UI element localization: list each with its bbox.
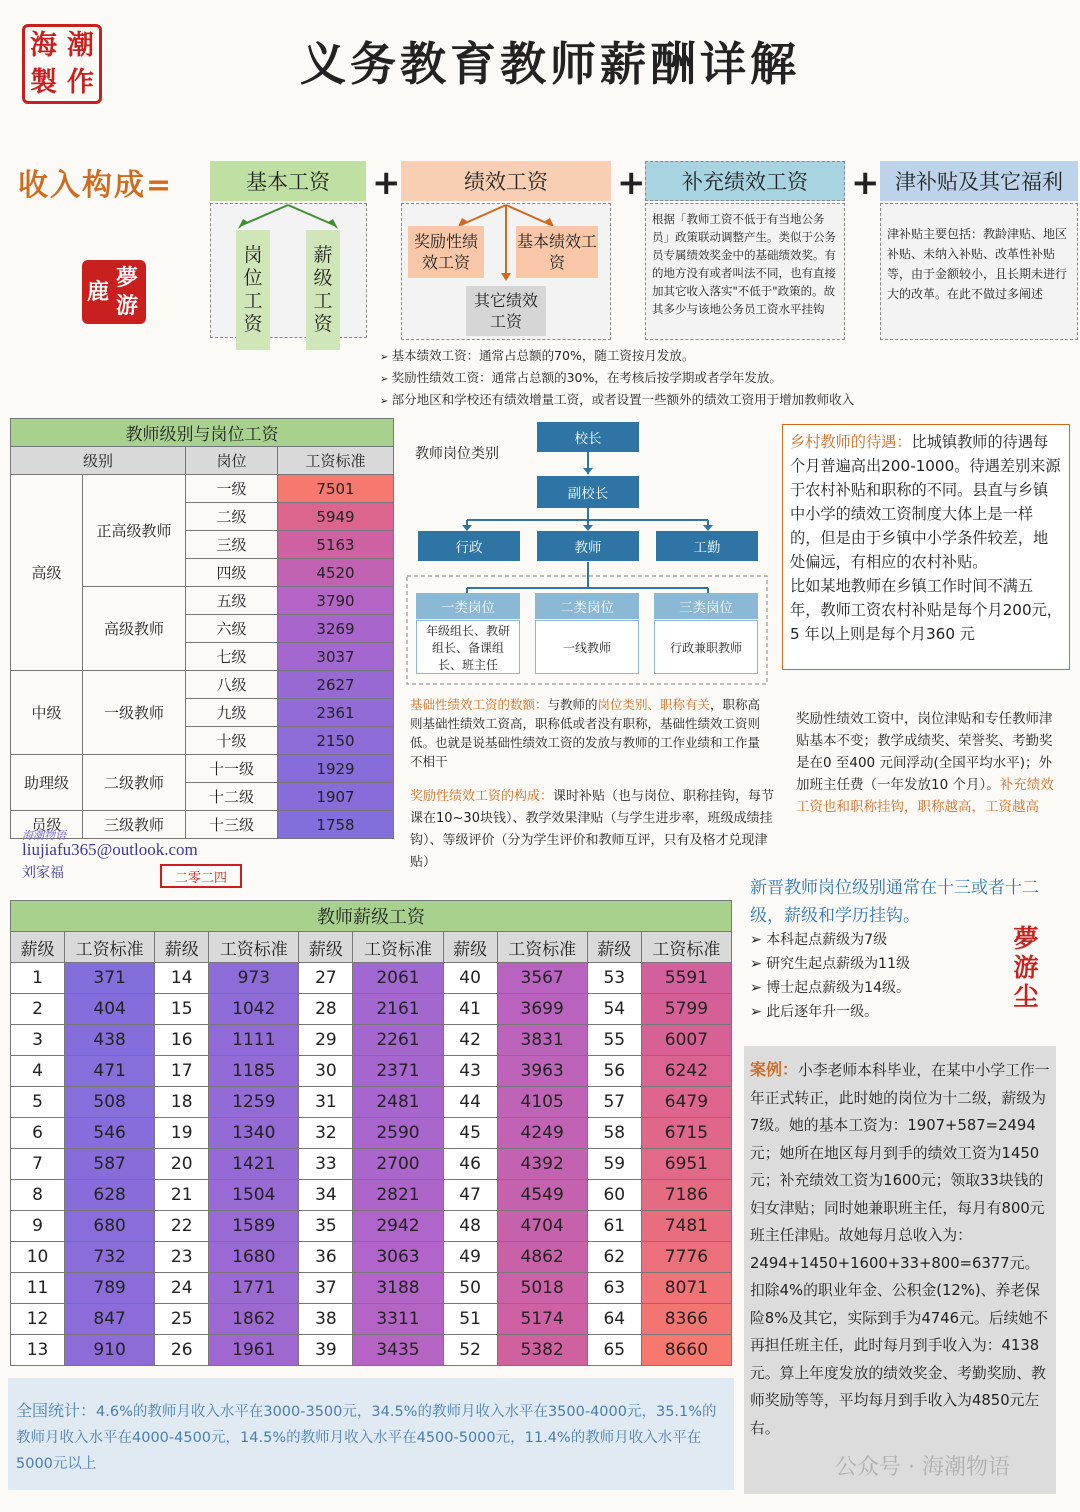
seal-char: 夢 <box>116 265 139 291</box>
table-row <box>11 1149 732 1180</box>
salary-cell: 4549 <box>497 1180 587 1211</box>
table-caption: 教师级别与岗位工资 <box>11 419 394 447</box>
grade-cell: 50 <box>443 1273 497 1304</box>
salary-cell: 6242 <box>641 1056 731 1087</box>
grade-cell: 49 <box>443 1242 497 1273</box>
salary-cell: 2361 <box>278 699 394 727</box>
page-title: 义务教育教师薪酬详解 <box>300 37 800 91</box>
salary-cell: 1929 <box>278 755 394 783</box>
grade-cell: 6 <box>11 1118 65 1149</box>
grade-cell: 4 <box>11 1056 65 1087</box>
plus-sign: + <box>851 163 880 203</box>
grade-cell: 1 <box>11 963 65 994</box>
title-cell: 二级教师 <box>83 755 186 811</box>
grade-cell: 65 <box>587 1335 641 1366</box>
grade-cell: 29 <box>299 1025 353 1056</box>
salary-cell: 3963 <box>497 1056 587 1087</box>
salary-cell: 3831 <box>497 1025 587 1056</box>
salary-cell: 1340 <box>209 1118 299 1149</box>
grade-cell: 31 <box>299 1087 353 1118</box>
salary-cell: 8660 <box>641 1335 731 1366</box>
new-teacher-item: ➢ 本科起点薪级为7级 <box>750 932 888 948</box>
grade-cell: 3 <box>11 1025 65 1056</box>
salary-cell: 8071 <box>641 1273 731 1304</box>
salary-cell: 1961 <box>209 1335 299 1366</box>
salary-cell: 3037 <box>278 643 394 671</box>
basic-perf-text1: 与教师的 <box>547 697 598 712</box>
table-caption: 教师薪级工资 <box>11 901 732 932</box>
post-cell: 八级 <box>186 671 278 699</box>
seal-char: 夢 <box>1013 924 1039 953</box>
reward-note-text: 奖励性绩效工资中，岗位津贴和专任教师津贴基本不变；教学成绩奖、荣誉奖、考勤奖是在0 至400 元间浮动(全国平均水平)；外加班主任费（一年发放10 个月）。 <box>796 711 1053 793</box>
grade-cell: 64 <box>587 1304 641 1335</box>
salary-cell: 3188 <box>353 1273 443 1304</box>
salary-cell: 1042 <box>209 994 299 1025</box>
header-grade: 薪级 <box>443 932 497 963</box>
grade-cell: 57 <box>587 1087 641 1118</box>
grade-cell: 12 <box>11 1304 65 1335</box>
salary-cell: 973 <box>209 963 299 994</box>
table-row <box>11 1304 732 1335</box>
post-cell: 二级 <box>186 503 278 531</box>
header-grade: 薪级 <box>155 932 209 963</box>
bullet-item: ➢ 部分地区和学校还有绩效增量工资，或者设置一些额外的绩效工资用于增加教师收入 <box>380 390 854 412</box>
grade-cell: 33 <box>299 1149 353 1180</box>
salary-cell: 1111 <box>209 1025 299 1056</box>
author-handle: 海潮物语 <box>22 829 66 842</box>
post-salary-pill: 岗位工资 <box>236 230 270 350</box>
item-text: 本科起点薪级为7级 <box>766 932 888 948</box>
seal-char: 游 <box>1013 953 1039 982</box>
salary-cell: 789 <box>65 1273 155 1304</box>
reward-perf-heading: 奖励性绩效工资的构成： <box>410 789 554 804</box>
salary-cell: 2261 <box>353 1025 443 1056</box>
level-cell: 员级 <box>11 811 83 839</box>
grade-cell: 7 <box>11 1149 65 1180</box>
grade-cell: 40 <box>443 963 497 994</box>
national-text: 4.6%的教师月收入水平在3000-3500元，34.5%的教师月收入水平在3500-4000元，35.1%的教师月收入水平在4000-4500元，14.5%的教师月收入水平在4500-5000元，11.4%的教师月收入水平在5000元以上 <box>16 1404 717 1472</box>
header-standard: 工资标准 <box>353 932 443 963</box>
salary-cell: 3435 <box>353 1335 443 1366</box>
salary-cell: 5174 <box>497 1304 587 1335</box>
component-allowance: 津补贴及其它福利 <box>880 161 1078 201</box>
grade-cell: 39 <box>299 1335 353 1366</box>
post-cell: 四级 <box>186 559 278 587</box>
salary-cell: 5382 <box>497 1335 587 1366</box>
grade-cell: 28 <box>299 994 353 1025</box>
salary-cell: 7501 <box>278 475 394 503</box>
grade-cell: 53 <box>587 963 641 994</box>
plus-sign: + <box>372 163 401 203</box>
salary-cell: 4704 <box>497 1211 587 1242</box>
level-cell: 高级 <box>11 475 83 671</box>
grade-cell: 25 <box>155 1304 209 1335</box>
salary-cell: 2481 <box>353 1087 443 1118</box>
salary-cell: 1862 <box>209 1304 299 1335</box>
org-branch-admin: 行政 <box>418 531 520 561</box>
salary-cell: 1758 <box>278 811 394 839</box>
grade-cell: 21 <box>155 1180 209 1211</box>
salary-cell: 508 <box>65 1087 155 1118</box>
grade-cell: 48 <box>443 1211 497 1242</box>
grade-cell: 42 <box>443 1025 497 1056</box>
grade-cell: 23 <box>155 1242 209 1273</box>
grade-cell: 30 <box>299 1056 353 1087</box>
grade-cell: 34 <box>299 1180 353 1211</box>
org-principal: 校长 <box>537 422 639 452</box>
grade-cell: 9 <box>11 1211 65 1242</box>
header-standard: 工资标准 <box>641 932 731 963</box>
salary-cell: 2061 <box>353 963 443 994</box>
salary-cell: 5163 <box>278 531 394 559</box>
header-level: 级别 <box>11 447 186 475</box>
grade-cell: 55 <box>587 1025 641 1056</box>
category-2: 二类岗位 <box>535 593 639 619</box>
header-standard: 工资标准 <box>278 447 394 475</box>
grade-cell: 32 <box>299 1118 353 1149</box>
grade-cell: 11 <box>11 1273 65 1304</box>
title-cell: 正高级教师 <box>83 475 186 587</box>
bullet-item: ➢ 奖励性绩效工资：通常占总额的30%，在考核后按学期或者学年发放。 <box>380 368 854 390</box>
table-row <box>11 1056 732 1087</box>
table-row <box>11 1180 732 1211</box>
grade-cell: 13 <box>11 1335 65 1366</box>
header-grade: 薪级 <box>299 932 353 963</box>
salary-cell: 3567 <box>497 963 587 994</box>
seal-char: 潮 <box>67 29 94 61</box>
level-cell: 中级 <box>11 671 83 755</box>
rural-heading: 乡村教师的待遇： <box>790 433 912 451</box>
salary-cell: 3063 <box>353 1242 443 1273</box>
salary-cell: 4862 <box>497 1242 587 1273</box>
grade-cell: 44 <box>443 1087 497 1118</box>
grade-cell: 63 <box>587 1273 641 1304</box>
seal-middle <box>82 260 146 324</box>
post-cell: 五级 <box>186 587 278 615</box>
header-standard: 工资标准 <box>65 932 155 963</box>
salary-cell: 7186 <box>641 1180 731 1211</box>
grade-cell: 51 <box>443 1304 497 1335</box>
salary-cell: 2700 <box>353 1149 443 1180</box>
title-cell: 一级教师 <box>83 671 186 755</box>
grade-cell: 47 <box>443 1180 497 1211</box>
salary-cell: 2590 <box>353 1118 443 1149</box>
salary-cell: 628 <box>65 1180 155 1211</box>
grade-cell: 38 <box>299 1304 353 1335</box>
seal-char: 游 <box>116 293 139 319</box>
salary-cell: 2161 <box>353 994 443 1025</box>
org-branch-teacher: 教师 <box>537 531 639 561</box>
grade-cell: 46 <box>443 1149 497 1180</box>
basic-performance-box: 基本绩效工资 <box>516 226 598 278</box>
table-row <box>11 1087 732 1118</box>
post-cell: 十二级 <box>186 783 278 811</box>
bullet-item: ➢ 基本绩效工资：通常占总额的70%，随工资按月发放。 <box>380 346 854 368</box>
grade-cell: 36 <box>299 1242 353 1273</box>
seal-char: 製 <box>30 66 57 98</box>
grade-cell: 20 <box>155 1149 209 1180</box>
new-teacher-list <box>750 928 910 1024</box>
category-3-desc: 行政兼职教师 <box>654 620 758 674</box>
basic-performance-text <box>410 695 765 771</box>
salary-cell: 2821 <box>353 1180 443 1211</box>
salary-cell: 5591 <box>641 963 731 994</box>
salary-cell: 546 <box>65 1118 155 1149</box>
salary-cell: 732 <box>65 1242 155 1273</box>
salary-cell: 3699 <box>497 994 587 1025</box>
new-teacher-heading: 新晋教师岗位级别通常在十三或者十二级，薪级和学历挂钩。 <box>750 878 1039 926</box>
post-cell: 十一级 <box>186 755 278 783</box>
header-grade: 薪级 <box>587 932 641 963</box>
table-row <box>11 1118 732 1149</box>
national-heading: 全国统计： <box>16 1401 97 1420</box>
org-label: 教师岗位类别 <box>415 446 499 462</box>
salary-cell: 4392 <box>497 1149 587 1180</box>
grade-cell: 62 <box>587 1242 641 1273</box>
reward-perf-body: 课时补贴（也与岗位、职称挂钩，每节课在10~30块钱）、教学效果津贴（与学生进步率，班级成绩挂钩）、等级评价（分为学生评价和教师互评，只有及格才兑现津贴） <box>410 789 775 870</box>
seal-char <box>111 264 143 320</box>
grade-cell: 45 <box>443 1118 497 1149</box>
salary-cell: 1504 <box>209 1180 299 1211</box>
post-cell: 十级 <box>186 727 278 755</box>
grade-cell: 17 <box>155 1056 209 1087</box>
salary-cell: 1680 <box>209 1242 299 1273</box>
reward-note-highlight: 补充绩效工资也和职称挂钩，职称越高，工资越高 <box>796 777 1054 815</box>
salary-cell: 1185 <box>209 1056 299 1087</box>
grade-cell: 22 <box>155 1211 209 1242</box>
salary-cell: 2150 <box>278 727 394 755</box>
salary-cell: 7776 <box>641 1242 731 1273</box>
case-text: 小李老师本科毕业，在某中小学工作一年正式转正，此时她的岗位为十二级，薪级为7级。她的基本工资为：1907+587=2494元；她所在地区每月到手的绩效工资为1450元；补充绩效工资为1600元；领取33块钱的妇女津贴；同时她兼职班主任，每月有800元班主任津贴。故她每月总收入为：2494+1450+1600+33+800=6377元。扣除4%的职业年金、公积金(12%)、养老保险8%及其它，实际到手为4746元。后续她不再担任班主任，此时每月到手收入为：4138元。算上年度发放的绩效奖金、考勤奖励、教师奖励等等，平均每月到手收入为4850元左右。 <box>750 1062 1050 1437</box>
grade-cell: 16 <box>155 1025 209 1056</box>
new-teacher-item: ➢ 此后逐年升一级。 <box>750 1004 879 1020</box>
salary-cell: 1771 <box>209 1273 299 1304</box>
seal-char: 鹿 <box>87 279 110 305</box>
category-1: 一类岗位 <box>416 593 520 619</box>
salary-cell: 1589 <box>209 1211 299 1242</box>
seal-char: 海 <box>30 29 57 61</box>
component-supplement: 补充绩效工资 <box>645 161 845 201</box>
salary-cell: 471 <box>65 1056 155 1087</box>
title-cell: 三级教师 <box>83 811 186 839</box>
basic-salary-arrows <box>210 203 367 233</box>
table-row <box>11 1335 732 1366</box>
case-box <box>744 1046 1056 1494</box>
header-post: 岗位 <box>186 447 278 475</box>
author-name: 刘家福 <box>22 865 64 881</box>
salary-cell: 3269 <box>278 615 394 643</box>
level-cell: 助理级 <box>11 755 83 811</box>
salary-cell: 680 <box>65 1211 155 1242</box>
salary-cell: 3790 <box>278 587 394 615</box>
new-teacher-item: ➢ 博士起点薪级为14级。 <box>750 980 911 996</box>
table-row <box>11 1211 732 1242</box>
grade-cell: 18 <box>155 1087 209 1118</box>
post-cell: 三级 <box>186 531 278 559</box>
grade-cell: 35 <box>299 1211 353 1242</box>
supplement-desc: 根据「教师工资不低于有当地公务员」政策联动调整产生。类似于公务员专属绩效奖金中的基础绩效奖。有的地方没有或者叫法不同，也有直接加其它收入落实"不低于"政策的。故其多少与该地公务员工资水平挂钩 <box>645 203 845 340</box>
grade-salary-pill: 薪级工资 <box>306 230 340 350</box>
category-3: 三类岗位 <box>654 593 758 619</box>
salary-cell: 6479 <box>641 1087 731 1118</box>
income-label: 收入构成= <box>18 168 174 203</box>
rural-para-2: 比如某地教师在乡镇工作时间不满五年，教师工资农村补贴是每个月200元，5 年以上则是每个月360 元 <box>790 577 1062 643</box>
post-cell: 七级 <box>186 643 278 671</box>
table-row <box>11 994 732 1025</box>
grade-cell: 10 <box>11 1242 65 1273</box>
header-standard: 工资标准 <box>209 932 299 963</box>
org-branch-logistics: 工勤 <box>656 531 758 561</box>
grade-cell: 5 <box>11 1087 65 1118</box>
basic-perf-heading: 基础性绩效工资的数额： <box>410 697 548 712</box>
rural-para-1: 比城镇教师的待遇每个月普遍高出200-1000。待遇差别来源于农村补贴和职称的不同。县直与乡镇中小学的绩效工资制度大体上是一样的，但是由于乡镇中小学条件较差，地处偏远，有相应的农村补贴。 <box>790 433 1061 571</box>
grade-cell: 2 <box>11 994 65 1025</box>
allowance-desc: 津补贴主要包括：教龄津贴、地区补贴、未纳入补贴、改革性补贴等，由于金额较小，且长期未进行大的改革。在此不做过多阐述 <box>880 203 1078 340</box>
item-text: 研究生起点薪级为11级 <box>766 956 911 972</box>
seal-char: 尘 <box>1013 982 1039 1011</box>
salary-cell: 8366 <box>641 1304 731 1335</box>
basic-perf-text2: ，职称高则基础性绩效工资高，职称低或者没有职称，基础性绩效工资则低。也就是说基础性绩效工资的发放与教师的工作业绩和工作量不相干 <box>410 697 761 769</box>
salary-cell: 1907 <box>278 783 394 811</box>
post-table-body <box>10 446 394 839</box>
table-row <box>11 1273 732 1304</box>
grade-cell: 37 <box>299 1273 353 1304</box>
table-row <box>11 1025 732 1056</box>
salary-cell: 5799 <box>641 994 731 1025</box>
case-heading: 案例： <box>750 1060 799 1079</box>
salary-cell: 7481 <box>641 1211 731 1242</box>
new-teacher-item: ➢ 研究生起点薪级为11级 <box>750 956 911 972</box>
grade-cell: 56 <box>587 1056 641 1087</box>
table-row <box>11 963 732 994</box>
grade-cell: 14 <box>155 963 209 994</box>
grade-cell: 58 <box>587 1118 641 1149</box>
grade-cell: 26 <box>155 1335 209 1366</box>
salary-cell: 6007 <box>641 1025 731 1056</box>
salary-cell: 6951 <box>641 1149 731 1180</box>
national-stats-box <box>8 1378 734 1490</box>
salary-cell: 5949 <box>278 503 394 531</box>
post-cell: 六级 <box>186 615 278 643</box>
salary-cell: 5018 <box>497 1273 587 1304</box>
salary-cell: 4249 <box>497 1118 587 1149</box>
grade-cell: 41 <box>443 994 497 1025</box>
item-text: 博士起点薪级为14级。 <box>766 980 911 996</box>
basic-perf-highlight: 岗位类别、职称有关 <box>597 697 711 712</box>
salary-cell: 910 <box>65 1335 155 1366</box>
post-cell: 九级 <box>186 699 278 727</box>
salary-cell: 3311 <box>353 1304 443 1335</box>
category-2-desc: 一线教师 <box>535 620 639 674</box>
category-1-desc: 年级组长、教研组长、备课组长、班主任 <box>416 620 520 674</box>
grade-cell: 8 <box>11 1180 65 1211</box>
item-text: 此后逐年升一级。 <box>766 1004 879 1020</box>
org-vice-principal: 副校长 <box>537 476 639 508</box>
grade-cell: 19 <box>155 1118 209 1149</box>
salary-cell: 4105 <box>497 1087 587 1118</box>
salary-cell: 847 <box>65 1304 155 1335</box>
grade-cell: 52 <box>443 1335 497 1366</box>
grade-cell: 24 <box>155 1273 209 1304</box>
post-cell: 一级 <box>186 475 278 503</box>
salary-cell: 1421 <box>209 1149 299 1180</box>
reward-note <box>796 708 1056 818</box>
salary-grade-table <box>10 900 732 1366</box>
salary-cell: 2371 <box>353 1056 443 1087</box>
component-basic-salary: 基本工资 <box>210 161 366 201</box>
table-row <box>11 1242 732 1273</box>
reward-performance-text <box>410 786 782 874</box>
performance-bullets <box>380 346 854 412</box>
seal-top <box>22 24 102 104</box>
salary-cell: 6715 <box>641 1118 731 1149</box>
grade-cell: 27 <box>299 963 353 994</box>
seal-bottom <box>1004 924 1048 1014</box>
salary-cell: 371 <box>65 963 155 994</box>
salary-cell: 587 <box>65 1149 155 1180</box>
salary-cell: 4520 <box>278 559 394 587</box>
salary-cell: 404 <box>65 994 155 1025</box>
grade-cell: 15 <box>155 994 209 1025</box>
watermark: 公众号 · 海潮物语 <box>835 1455 1010 1480</box>
grade-cell: 60 <box>587 1180 641 1211</box>
reward-performance-box: 奖励性绩效工资 <box>408 226 484 278</box>
grade-cell: 43 <box>443 1056 497 1087</box>
grade-cell: 59 <box>587 1149 641 1180</box>
plus-sign: + <box>617 163 646 203</box>
grade-cell: 61 <box>587 1211 641 1242</box>
salary-cell: 438 <box>65 1025 155 1056</box>
other-performance-box: 其它绩效工资 <box>466 286 546 336</box>
salary-cell: 2942 <box>353 1211 443 1242</box>
rural-teacher-box <box>782 424 1070 670</box>
header-grade: 薪级 <box>11 932 65 963</box>
seal-char: 作 <box>67 66 94 98</box>
year-stamp: 二零二四 <box>160 864 242 888</box>
salary-cell: 1259 <box>209 1087 299 1118</box>
author-email: liujiafu365@outlook.com <box>22 840 198 859</box>
header-standard: 工资标准 <box>497 932 587 963</box>
component-performance: 绩效工资 <box>401 161 611 201</box>
grade-cell: 54 <box>587 994 641 1025</box>
post-cell: 十三级 <box>186 811 278 839</box>
salary-cell: 2627 <box>278 671 394 699</box>
title-cell: 高级教师 <box>83 587 186 671</box>
